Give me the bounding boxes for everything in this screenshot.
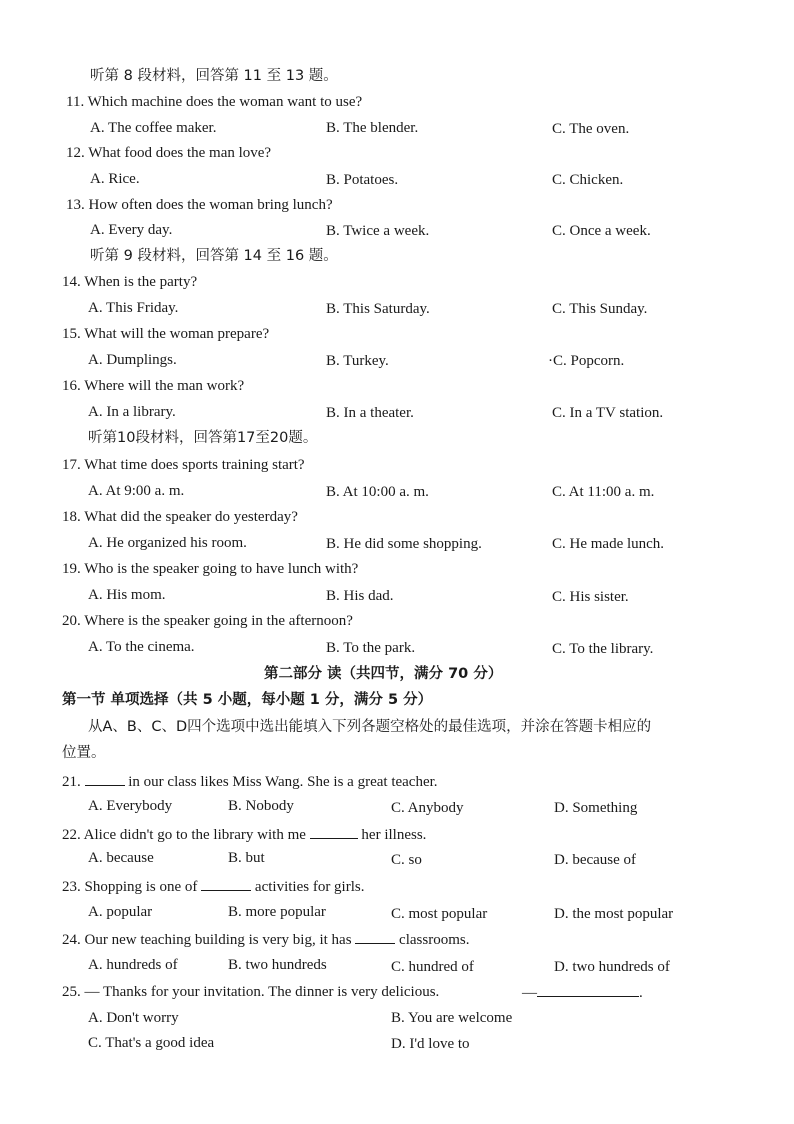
q22-option-d: D. because of <box>554 852 637 868</box>
question-13: 13. How often does the woman bring lunch? <box>66 197 333 213</box>
q19-option-b: B. His dad. <box>326 588 394 604</box>
question-23: 23. Shopping is one of activities for girls. <box>62 876 364 897</box>
q17-option-a: A. At 9:00 a. m. <box>88 483 185 499</box>
q18-option-b: B. He did some shopping. <box>326 536 482 552</box>
q20-option-c: C. To the library. <box>552 641 654 657</box>
question-25: 25. — Thanks for your invitation. The dinner is very delicious. <box>62 984 440 1000</box>
question-22: 22. Alice didn't go to the library with me her illness. <box>62 824 426 845</box>
q18-option-a: A. He organized his room. <box>88 535 247 551</box>
listening-section-9: 听第 9 段材料，回答第 14 至 16 题。 <box>90 248 338 264</box>
question-15: 15. What will the woman prepare? <box>62 326 270 342</box>
question-20: 20. Where is the speaker going in the afternoon? <box>62 613 353 629</box>
q16-option-a: A. In a library. <box>88 404 176 420</box>
q12-option-a: A. Rice. <box>90 171 140 187</box>
q13-option-a: A. Every day. <box>90 222 173 238</box>
q14-option-a: A. This Friday. <box>88 300 179 316</box>
q24-option-a: A. hundreds of <box>88 957 178 973</box>
answer-blank <box>85 771 125 786</box>
q14-option-b: B. This Saturday. <box>326 301 430 317</box>
q25-option-b: B. You are welcome <box>391 1010 513 1026</box>
q15-option-b: B. Turkey. <box>326 353 389 369</box>
q13-option-c: C. Once a week. <box>552 223 651 239</box>
listening-section-8: 听第 8 段材料，回答第 11 至 13 题。 <box>90 68 338 84</box>
question-14: 14. When is the party? <box>62 274 198 290</box>
q21-option-a: A. Everybody <box>88 798 173 814</box>
instruction-line-1: 从A、B、C、D四个选项中选出能填入下列各题空格处的最佳选项，并涂在答题卡相应的 <box>88 719 652 735</box>
q15-option-a: A. Dumplings. <box>88 352 177 368</box>
q19-option-a: A. His mom. <box>88 587 166 603</box>
question-21: 21. in our class likes Miss Wang. She is a great teacher. <box>62 771 438 792</box>
question-12: 12. What food does the man love? <box>66 145 272 161</box>
listening-section-10: 听第10段材料，回答第17至20题。 <box>88 430 318 446</box>
q12-option-b: B. Potatoes. <box>326 172 399 188</box>
q25-option-d: D. I'd love to <box>391 1036 470 1052</box>
answer-blank <box>355 929 395 944</box>
q22-option-b: B. but <box>228 850 265 866</box>
question-17: 17. What time does sports training start? <box>62 457 305 473</box>
q23-option-d: D. the most popular <box>554 906 674 922</box>
question-11: 11. Which machine does the woman want to use? <box>66 94 363 110</box>
q23-option-b: B. more popular <box>228 904 326 920</box>
question-24: 24. Our new teaching building is very big, it has classrooms. <box>62 929 469 950</box>
section-one-heading: 第一节 单项选择（共 5 小题，每小题 1 分，满分 5 分） <box>62 692 433 708</box>
question-19: 19. Who is the speaker going to have lunch with? <box>62 561 359 577</box>
q15-option-c: ·C. Popcorn. <box>548 353 625 369</box>
q24-option-c: C. hundred of <box>391 959 474 975</box>
q24-option-b: B. two hundreds <box>228 957 327 973</box>
q11-option-c: C. The oven. <box>552 121 630 137</box>
answer-blank <box>310 824 358 839</box>
q22-option-a: A. because <box>88 850 154 866</box>
q21-option-c: C. Anybody <box>391 800 464 816</box>
part-two-heading: 第二部分 读（共四节，满分 70 分） <box>264 666 503 682</box>
question-16: 16. Where will the man work? <box>62 378 245 394</box>
q11-option-b: B. The blender. <box>326 120 419 136</box>
q17-option-c: C. At 11:00 a. m. <box>552 484 655 500</box>
q21-option-d: D. Something <box>554 800 638 816</box>
q20-option-a: A. To the cinema. <box>88 639 195 655</box>
q12-option-c: C. Chicken. <box>552 172 624 188</box>
q17-option-b: B. At 10:00 a. m. <box>326 484 429 500</box>
q16-option-c: C. In a TV station. <box>552 405 664 421</box>
q13-option-b: B. Twice a week. <box>326 223 430 239</box>
q23-option-a: A. popular <box>88 904 153 920</box>
q24-option-d: D. two hundreds of <box>554 959 670 975</box>
instruction-line-2: 位置。 <box>62 745 106 761</box>
q22-option-c: C. so <box>391 852 422 868</box>
q25-option-c: C. That's a good idea <box>88 1035 215 1051</box>
answer-blank <box>201 876 251 891</box>
q16-option-b: B. In a theater. <box>326 405 414 421</box>
q25-reply-blank: — . <box>522 982 643 1003</box>
question-18: 18. What did the speaker do yesterday? <box>62 509 298 525</box>
answer-blank <box>537 982 639 997</box>
q23-option-c: C. most popular <box>391 906 488 922</box>
q19-option-c: C. His sister. <box>552 589 629 605</box>
q20-option-b: B. To the park. <box>326 640 416 656</box>
q14-option-c: C. This Sunday. <box>552 301 648 317</box>
q25-option-a: A. Don't worry <box>88 1010 179 1026</box>
q18-option-c: C. He made lunch. <box>552 536 665 552</box>
q21-option-b: B. Nobody <box>228 798 294 814</box>
q11-option-a: A. The coffee maker. <box>90 120 217 136</box>
